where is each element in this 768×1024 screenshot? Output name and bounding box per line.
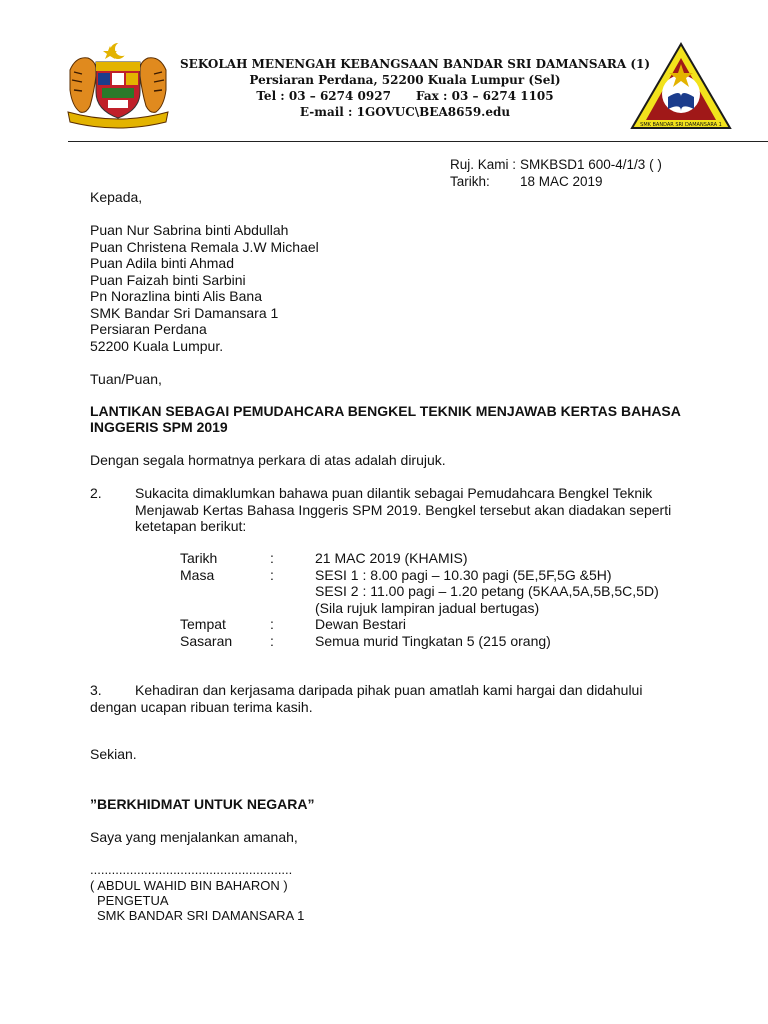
signatory-title: PENGETUA xyxy=(97,893,169,908)
greeting: Tuan/Puan, xyxy=(90,371,162,387)
date-line xyxy=(450,174,603,189)
paragraph-line: Kehadiran dan kerjasama daripada pihak puan amatlah kami hargai dan didahului xyxy=(135,682,643,698)
date-label: Tarikh: xyxy=(450,174,490,189)
school-emblem-logo xyxy=(630,42,732,130)
school-tel: Tel : 03 – 6274 0927 xyxy=(256,89,391,103)
paragraph-number: 2. xyxy=(90,485,102,501)
motto: ”BERKHIDMAT UNTUK NEGARA” xyxy=(90,796,315,812)
recipient-line: Puan Adila binti Ahmad xyxy=(90,255,234,271)
recipient-line: Persiaran Perdana xyxy=(90,321,207,337)
school-address: Persiaran Perdana, 52200 Kuala Lumpur (Sel) xyxy=(249,73,561,87)
salutation-to: Kepada, xyxy=(90,189,143,205)
header-divider xyxy=(68,141,768,142)
detail-colon: : xyxy=(270,632,274,649)
subject-line: INGGERIS SPM 2019 xyxy=(90,419,228,435)
signature-line: ........................................................ xyxy=(90,862,293,877)
signatory-name: ( ABDUL WAHID BIN BAHARON ) xyxy=(90,878,288,893)
detail-colon: : xyxy=(270,616,274,632)
detail-label: Sasaran xyxy=(180,632,233,649)
reference-line xyxy=(450,157,662,172)
detail-value: SESI 2 : 11.00 pagi – 1.20 petang (5KAA,5A,5B,5C,5D) xyxy=(315,583,659,599)
recipient-line: SMK Bandar Sri Damansara 1 xyxy=(90,304,279,321)
closing: Sekian. xyxy=(90,746,137,762)
subject-line: LANTIKAN SEBAGAI PEMUDAHCARA BENGKEL TEKNIK MENJAWAB KERTAS BAHASA xyxy=(90,403,681,419)
signatory-school: SMK BANDAR SRI DAMANSARA 1 xyxy=(97,908,305,923)
date-value: 18 MAC 2019 xyxy=(520,174,603,189)
recipient-line: Puan Nur Sabrina binti Abdullah xyxy=(90,222,289,238)
recipient-line: Pn Norazlina binti Alis Bana xyxy=(90,288,262,304)
detail-label: Tempat xyxy=(180,616,226,632)
ref-label: Ruj. Kami : xyxy=(450,157,517,172)
school-email: E-mail : 1GOVUC\BEA8659.edu xyxy=(299,105,511,119)
paragraph-line: Menjawab Kertas Bahasa Inggeris SPM 2019. Bengkel tersebut akan diadakan seperti xyxy=(135,501,672,518)
emblem-text: SMK BANDAR SRI DAMANSARA 1 xyxy=(640,122,722,128)
detail-value: (Sila rujuk lampiran jadual bertugas) xyxy=(315,599,540,616)
detail-label: Tarikh xyxy=(180,550,218,566)
school-phone-fax xyxy=(180,88,630,104)
school-name: SEKOLAH MENENGAH KEBANGSAAN BANDAR SRI DAMANSARA (1) xyxy=(180,57,651,71)
opening-sentence: Dengan segala hormatnya perkara di atas adalah dirujuk. xyxy=(90,452,446,468)
trust-line: Saya yang menjalankan amanah, xyxy=(90,829,298,845)
detail-value: Dewan Bestari xyxy=(315,616,407,632)
malaysia-coat-of-arms-logo xyxy=(62,40,174,130)
detail-colon: : xyxy=(270,550,274,566)
paragraph-line: ketetapan berikut: xyxy=(135,518,247,534)
detail-label: Masa xyxy=(180,566,215,583)
paragraph-line: dengan ucapan ribuan terima kasih. xyxy=(90,698,313,715)
recipient-line: Puan Christena Remala J.W Michael xyxy=(90,238,319,255)
detail-colon: : xyxy=(270,566,274,583)
detail-value: Semua murid Tingkatan 5 (215 orang) xyxy=(315,632,551,649)
recipient-line: Puan Faizah binti Sarbini xyxy=(90,271,246,288)
school-fax: Fax : 03 – 6274 1105 xyxy=(416,89,554,103)
paragraph-line: Sukacita dimaklumkan bahawa puan dilantik sebagai Pemudahcara Bengkel Teknik xyxy=(135,485,653,501)
detail-value: 21 MAC 2019 (KHAMIS) xyxy=(315,550,468,566)
detail-value: SESI 1 : 8.00 pagi – 10.30 pagi (5E,5F,5G &5H) xyxy=(315,566,612,583)
paragraph-number: 3. xyxy=(90,682,102,698)
ref-value: SMKBSD1 600-4/1/3 ( ) xyxy=(520,157,662,172)
recipient-line: 52200 Kuala Lumpur. xyxy=(90,337,224,354)
